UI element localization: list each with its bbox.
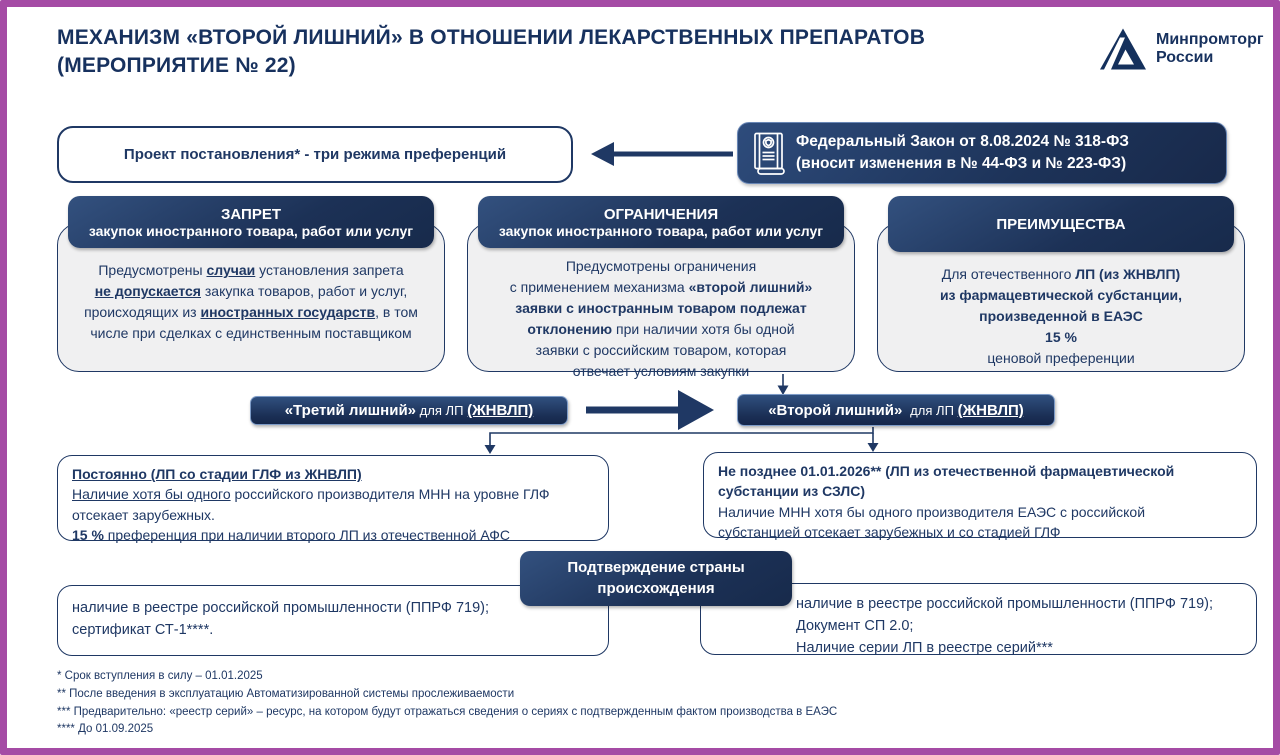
- regime-card-ban-body: Предусмотрены случаи установления запрета не допускается закупка товаров, работ и услуг, происходящих из иностранных государств, в том числе при сделках с единственным поставщиком: [84, 262, 418, 341]
- federal-law-line2: (вносит изменения в № 44-ФЗ и № 223-ФЗ): [796, 155, 1127, 172]
- deadline-line3: Наличие МНН хотя бы одного производителя ЕАЭС с российской: [718, 503, 1146, 520]
- regime-card-restrictions-header: [478, 196, 844, 248]
- draft-resolution-box: [57, 126, 573, 183]
- footnote-1: * Срок вступления в силу – 01.01.2025: [57, 670, 263, 682]
- arrow-right-big-head-icon: [678, 390, 714, 430]
- deadline-line2: субстанции из СЗЛС): [718, 483, 866, 500]
- logo-text-line1: Минпромторг: [1156, 31, 1264, 49]
- law-scroll-icon: [750, 131, 790, 177]
- footnote-3: *** Предварительно: «реестр серий» – ресурс, на котором будут отражаться сведения о сериях с подтвержденным фактом производства в ЕАЭС: [57, 705, 838, 718]
- draft-resolution-label: Проект постановления* - три режима преференций: [123, 146, 507, 163]
- origin-confirmation-box: [520, 551, 792, 606]
- permanent-rule-box: [57, 455, 609, 541]
- page-title: [57, 24, 1047, 81]
- regime-card-advantages: [877, 196, 1245, 372]
- federal-law-line1: Федеральный Закон от 8.08.2024 № 318-ФЗ: [796, 133, 1130, 151]
- footnotes: [57, 668, 837, 739]
- deadline-line4: субстанцией отсекает зарубежных и со стадией ГЛФ: [718, 523, 1061, 540]
- page-title-line1: МЕХАНИЗМ «ВТОРОЙ ЛИШНИЙ» В ОТНОШЕНИИ ЛЕКАРСТВЕННЫХ ПРЕПАРАТОВ: [57, 26, 926, 49]
- federal-law-text: [796, 131, 1129, 174]
- third-extra-pill: «Третий лишний» для ЛП (ЖНВЛП): [250, 396, 568, 425]
- permanent-line3: отсекает зарубежных.: [72, 506, 215, 523]
- regime-card-ban: [57, 196, 445, 372]
- logo-text-line2: России: [1156, 49, 1214, 66]
- federal-law-box: [737, 122, 1227, 184]
- origin-left-line2: сертификат СТ-1****.: [72, 621, 214, 638]
- regime-restrictions-title: ОГРАНИЧЕНИЯ: [603, 205, 719, 223]
- page-title-line2: (МЕРОПРИЯТИЕ № 22): [57, 54, 296, 78]
- second-extra-pill: «Второй лишний» для ЛП (ЖНВЛП): [737, 394, 1055, 426]
- regime-card-advantages-header: [888, 196, 1234, 252]
- regime-restrictions-subtitle: закупок иностранного товара, работ или услуг: [498, 222, 824, 239]
- regime-ban-title: ЗАПРЕТ: [221, 205, 281, 223]
- regime-card-advantages-body: Для отечественного ЛП (из ЖНВЛП) из фармацевтической субстанции, произведенной в ЕАЭС 15 % ценовой преференции: [939, 266, 1183, 366]
- arrow-left-head-icon: [591, 142, 614, 166]
- regime-card-restrictions: [467, 196, 855, 379]
- footnote-2: ** После введения в эксплуатацию Автоматизированной системы прослеживаемости: [57, 687, 515, 700]
- regime-card-ban-header: [68, 196, 434, 248]
- origin-right-line2: Документ СП 2.0;: [796, 617, 914, 634]
- ministry-logo-text: [1156, 31, 1264, 67]
- permanent-line2: Наличие хотя бы одного российского производителя МНН на уровне ГЛФ: [72, 486, 550, 503]
- ministry-logo: [1098, 26, 1264, 72]
- deadline-rule-box: [703, 452, 1257, 538]
- arrow-down-to-permanent-icon: [485, 445, 496, 454]
- permanent-line4: 15 % преференция при наличии второго ЛП из отечественной АФС: [72, 526, 510, 543]
- regime-ban-subtitle: закупок иностранного товара, работ или услуг: [88, 222, 414, 239]
- footnote-4: **** До 01.09.2025: [57, 723, 154, 736]
- deadline-line1: Не позднее 01.01.2026** (ЛП из отечественной фармацевтической: [718, 463, 1175, 479]
- regime-card-restrictions-body: Предусмотрены ограничения с применением механизма «второй лишний» заявки с иностранным товаром подлежат отклонению при наличии хотя бы одной заявки с российским товаром, которая отвечает условиям закупки: [509, 258, 813, 379]
- origin-right-line3: Наличие серии ЛП в реестре серий***: [796, 639, 1053, 656]
- arrow-down-to-deadline-icon: [868, 443, 879, 452]
- origin-left-line1: наличие в реестре российской промышленности (ППРФ 719);: [72, 600, 490, 616]
- permanent-line1: Постоянно (ЛП со стадии ГЛФ из ЖНВЛП): [72, 466, 362, 482]
- origin-confirmation-label: Подтверждение страны происхождения: [567, 559, 745, 597]
- regime-advantages-title: ПРЕИМУЩЕСТВА: [996, 215, 1126, 233]
- minpromtorg-logo-icon: [1098, 26, 1148, 72]
- origin-right-line1: наличие в реестре российской промышленности (ППРФ 719);: [796, 596, 1214, 612]
